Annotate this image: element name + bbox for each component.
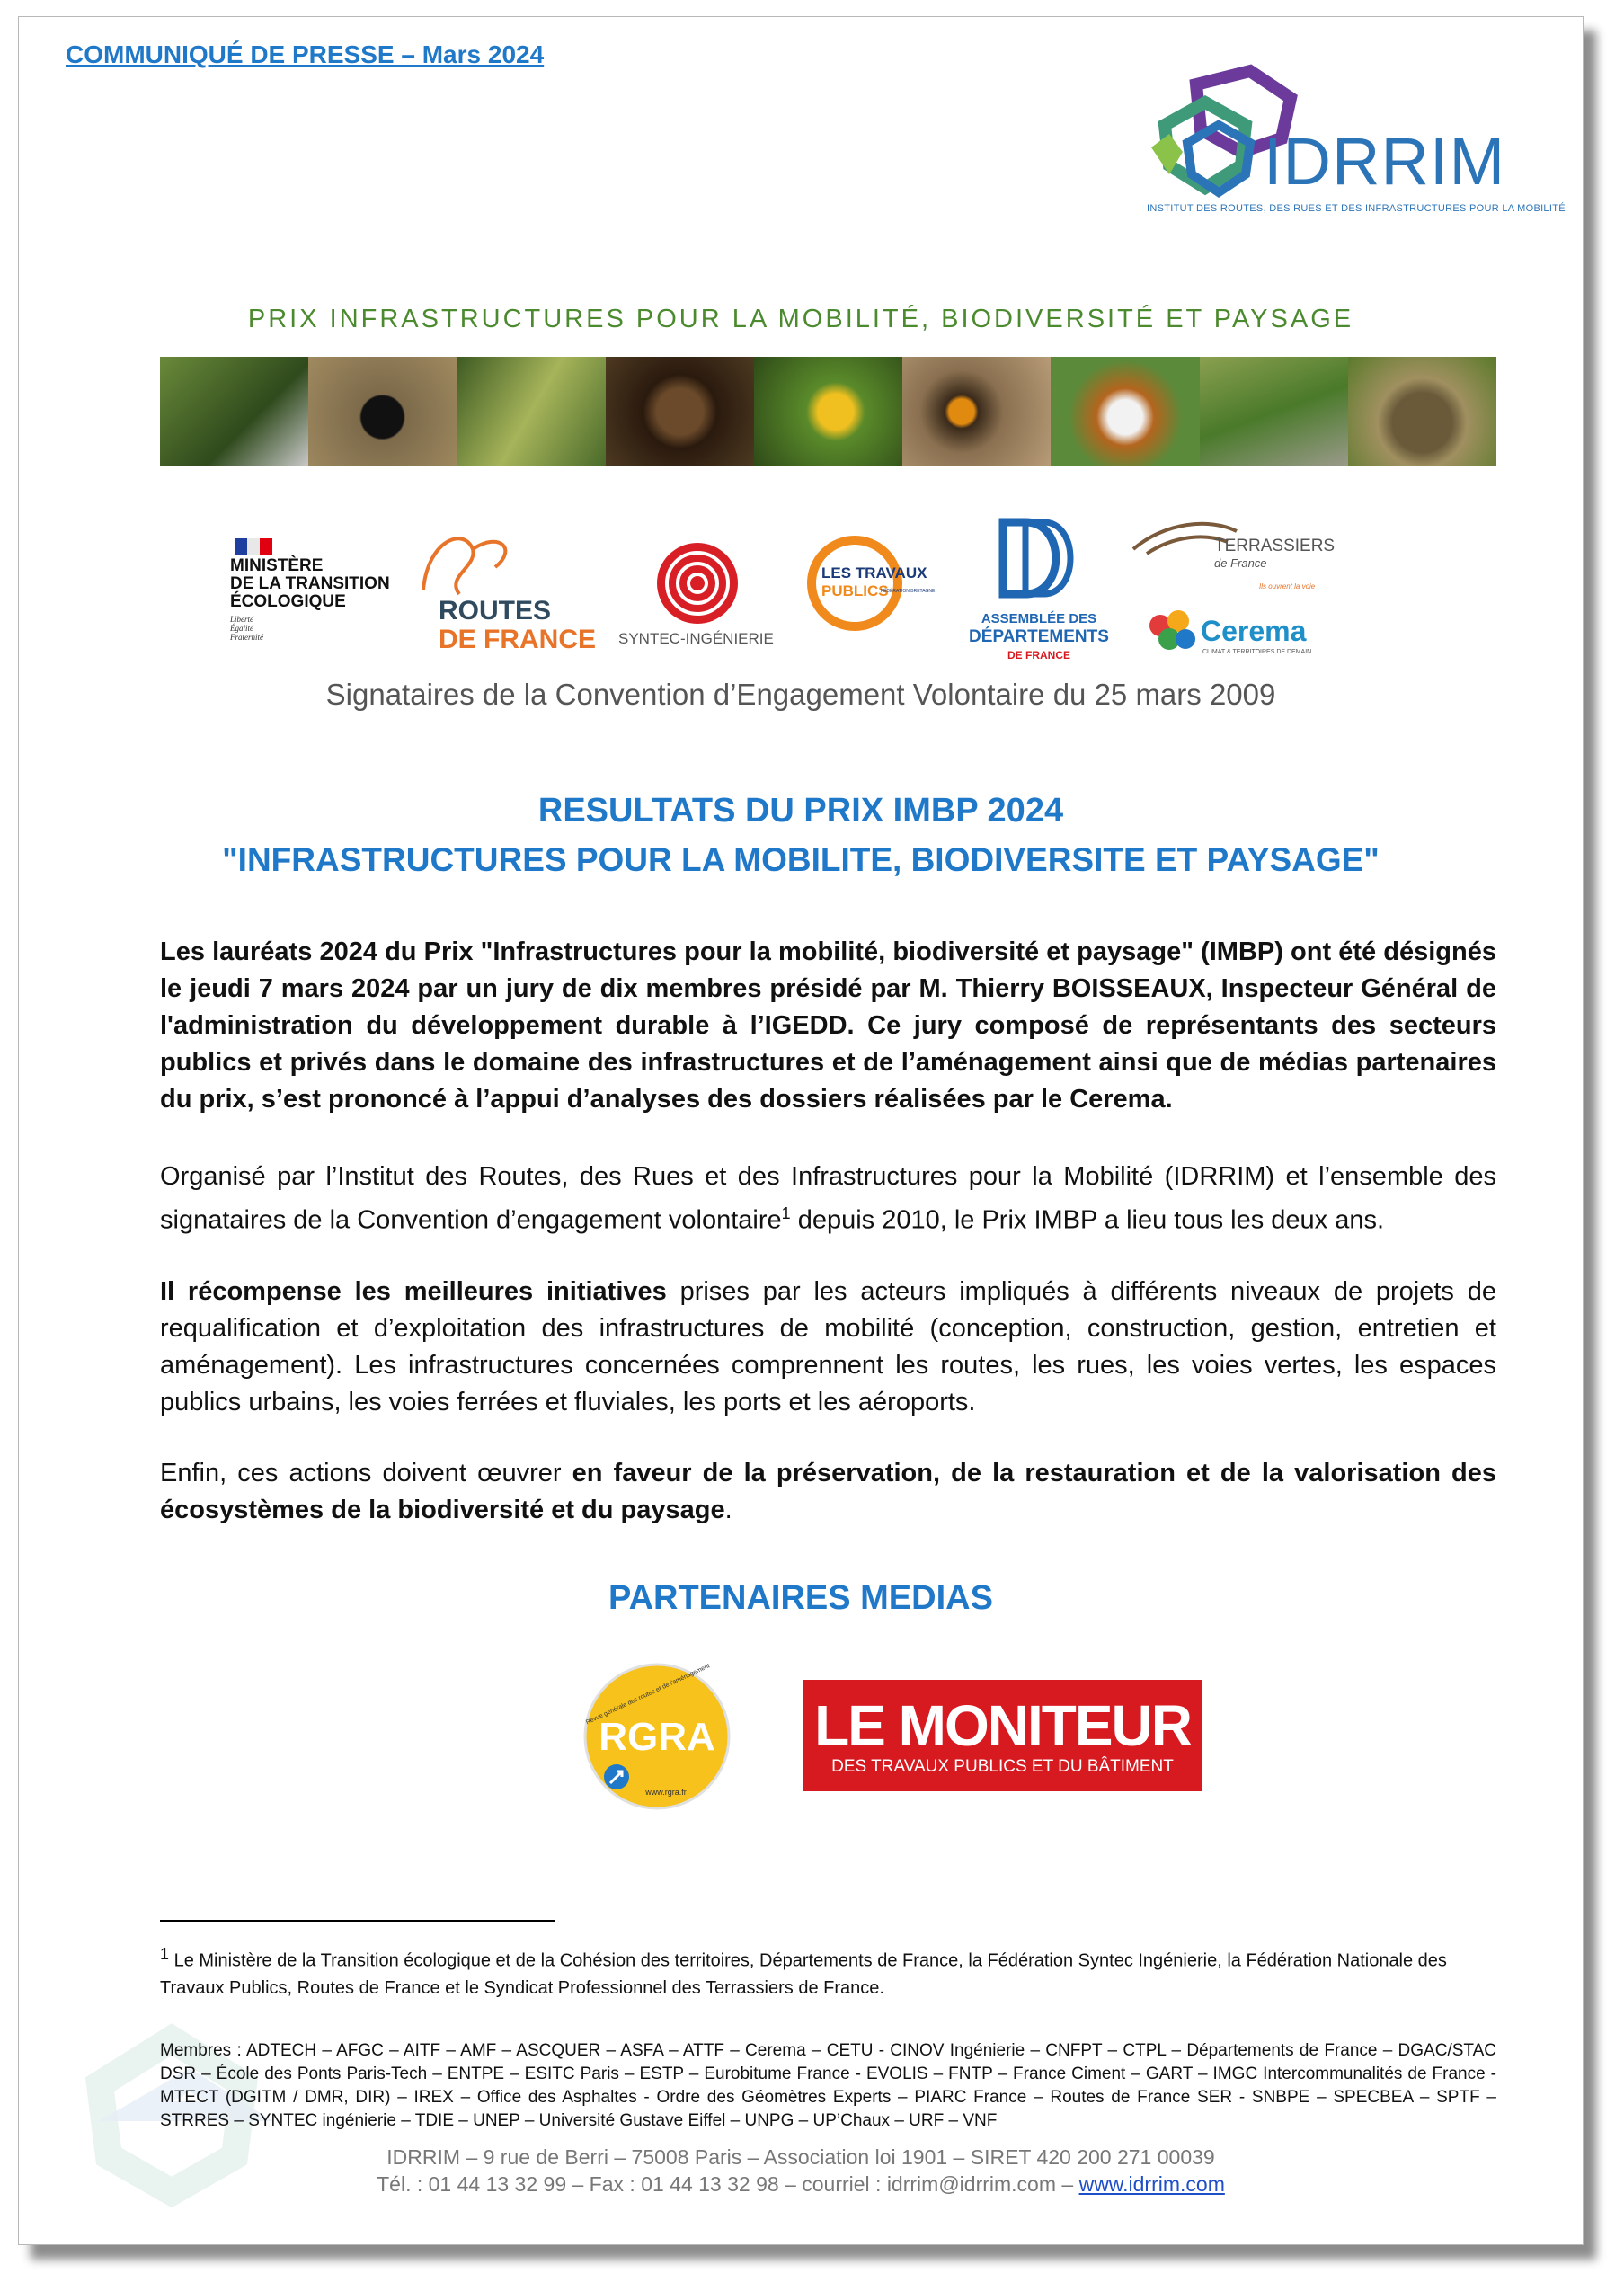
banner-photo-bat [606, 357, 754, 466]
paragraph-organise [160, 1159, 1496, 1239]
banner-photo-road-sign [160, 357, 308, 466]
cerema-sub: CLIMAT & TERRITOIRES DE DEMAIN [1202, 649, 1312, 655]
biodiversity-photo-banner [160, 357, 1496, 466]
travaux-sub: FÉDÉRATION BRETAGNE [881, 589, 936, 594]
contact-text: Tél. : 01 44 13 32 99 – Fax : 01 44 13 32 98 – courriel : idrrim@idrrim.com – [377, 2172, 1079, 2196]
paragraph-organise-end: depuis 2010, le Prix IMBP a lieu tous les deux ans. [790, 1205, 1385, 1235]
moniteur-title: LE MONITEUR [814, 1693, 1191, 1758]
le-moniteur-logo [803, 1680, 1202, 1791]
paragraph-enfin [160, 1455, 1496, 1529]
paragraph-enfin-end: . [724, 1496, 732, 1524]
paragraph-recompense-bold: Il récompense les meilleures initiatives [160, 1277, 667, 1306]
results-title: RESULTATS DU PRIX IMBP 2024 [537, 792, 1064, 830]
address-line-2 [19, 2171, 1583, 2198]
members-list: Membres : ADTECH – AFGC – AITF – AMF – ASCQUER – ASFA – ATTF – Cerema – CETU - CINOV Ingénierie – CNFPT – CTPL – Départements de France – DGAC/STAC DSR – École des Ponts Paris-Tech – ENTPE – ESITC Paris – ESTP – Eurobitume France - EVOLIS – FNTP – France Ciment – GART – IMGC Intercommunalités de France - MTECT (DGITM / DMR, DIR) – IREX – Office des Asphaltes - Ordre des Géomètres Experts – PIARC France – Routes de France SER - SNBPE – SPECBEA – SPTF – STRRES – SYNTEC ingénierie – TDIE – UNEP – Université Gustave Eiffel – UNPG – UP’Chaux – URF – VNF [160, 2041, 1496, 2130]
banner-photo-leaves [457, 357, 605, 466]
paragraph-organise-text: Organisé par l’Institut des Routes, des Rues et des Infrastructures pour la Mobilité (IDRRIM) et l’ensemble des signataires de la Convention d’engagement volontaire [160, 1162, 1496, 1235]
footnote-number: 1 [160, 1945, 170, 1963]
rgra-logo [581, 1660, 733, 1813]
travaux-line-1: LES TRAVAUX [821, 564, 927, 582]
footnote [160, 1940, 1496, 2002]
rgra-label: RGRA [599, 1715, 715, 1759]
footnote-ref: 1 [781, 1204, 791, 1222]
banner-photo-owl [902, 357, 1051, 466]
banner-photo-railway [1200, 357, 1348, 466]
idrrim-logo-subtitle: INSTITUT DES ROUTES, DES RUES ET DES INFRASTRUCTURES POUR LA MOBILITÉ [1147, 203, 1566, 214]
terrassiers-line-2: de France [1214, 556, 1267, 570]
press-release-label: COMMUNIQUÉ DE PRESSE – Mars 2024 [66, 40, 545, 68]
paragraph-recompense [160, 1274, 1496, 1421]
rgra-url: www.rgra.fr [645, 1788, 687, 1797]
ministere-line-1: MINISTÈRE [230, 556, 324, 575]
banner-photo-hedgehog [1348, 357, 1496, 466]
terrassiers-tagline: Ils ouvrent la voie [1259, 582, 1316, 590]
paragraph-enfin-bold: en faveur de la préservation, de la restauration et de la valorisation des écosystèmes de la biodiversité et du paysage [160, 1459, 1496, 1524]
travaux-publics-logo [812, 540, 936, 626]
press-release-page [18, 16, 1584, 2245]
cerema-label: Cerema [1201, 615, 1307, 647]
rgra-arc-text: Revue générale des routes et de l'aménagement [584, 1663, 711, 1727]
partners-title: PARTENAIRES MEDIAS [608, 1579, 993, 1617]
banner-photo-flower [754, 357, 902, 466]
signatory-logos [203, 513, 1488, 675]
syntec-label: SYNTEC-INGÉNIERIE [618, 630, 774, 647]
syntec-ingenierie-logo [618, 543, 774, 647]
address-line-1: IDRRIM – 9 rue de Berri – 75008 Paris – Association loi 1901 – SIRET 420 200 271 00039 [386, 2145, 1215, 2169]
terrassiers-de-france-logo [1133, 524, 1335, 590]
ministere-line-2: DE LA TRANSITION [230, 574, 390, 593]
paragraph-enfin-start: Enfin, ces actions doivent œuvrer [160, 1459, 572, 1487]
ministere-motto-3: Fraternité [230, 633, 263, 642]
routes-line-2: DE FRANCE [439, 625, 597, 654]
ministere-motto-2: Égalité [230, 624, 253, 633]
travaux-line-2: PUBLICS [821, 582, 889, 599]
banner-photo-guinea-pig [1051, 357, 1199, 466]
moniteur-subtitle: DES TRAVAUX PUBLICS ET DU BÂTIMENT [831, 1757, 1174, 1776]
signataires-caption: Signataires de la Convention d’Engagement Volontaire du 25 mars 2009 [325, 678, 1276, 711]
address-block [19, 2144, 1583, 2198]
idrrim-logo-text: IDRRIM [1264, 124, 1506, 199]
departements-line-3: DE FRANCE [1007, 649, 1071, 662]
results-subtitle: "INFRASTRUCTURES POUR LA MOBILITE, BIODIVERSITE ET PAYSAGE" [222, 841, 1380, 878]
paragraph-laureats: Les lauréats 2024 du Prix "Infrastructures pour la mobilité, biodiversité et paysage" (IMBP) ont été désignés le jeudi 7 mars 2024 par un jury de dix membres présidé par M. Thierry BOISSEAUX, Inspecteur Général de l'administration du développement durable à l’IGEDD. Ce jury composé de représentants des secteurs publics et privés dans le domaine des infrastructures et de l’aménagement ainsi que de médias partenaires du prix, s’est prononcé à l’appui d’analyses des dossiers réalisées par le Cerema. [160, 937, 1496, 1114]
prix-heading: PRIX INFRASTRUCTURES POUR LA MOBILITÉ, BIODIVERSITÉ ET PAYSAGE [247, 305, 1354, 333]
departements-de-france-logo [969, 522, 1109, 662]
ministere-line-3: ÉCOLOGIQUE [230, 592, 346, 611]
departements-line-2: DÉPARTEMENTS [969, 627, 1109, 646]
cerema-logo [1149, 610, 1311, 655]
paragraph-recompense-text: prises par les acteurs impliqués à différents niveaux de projets de requalification et d’exploitation des infrastructures de mobilité (conception, construction, gestion, entretien et aménagement). Les infrastructures concernées comprennent les routes, les rues, les voies vertes, les espaces publics urbains, les voies ferrées et fluviales, les ports et les aéroports. [160, 1277, 1496, 1416]
routes-de-france-logo [423, 538, 596, 654]
footnote-divider [160, 1920, 555, 1922]
terrassiers-line-1: TERRASSIERS [1214, 537, 1336, 555]
footnote-text: Le Ministère de la Transition écologique et de la Cohésion des territoires, Départements de France, la Fédération Syntec Ingénierie, la Fédération Nationale des Travaux Publics, Routes de France et le Syndicat Professionnel des Terrassiers de France. [160, 1950, 1447, 1998]
banner-photo-beetle [308, 357, 457, 466]
ministere-motto-1: Liberté [230, 615, 253, 624]
departements-line-1: ASSEMBLÉE DES [981, 611, 1097, 626]
ministere-transition-ecologique-logo [229, 538, 390, 642]
routes-line-1: ROUTES [439, 596, 552, 626]
website-link[interactable]: www.idrrim.com [1078, 2172, 1225, 2196]
